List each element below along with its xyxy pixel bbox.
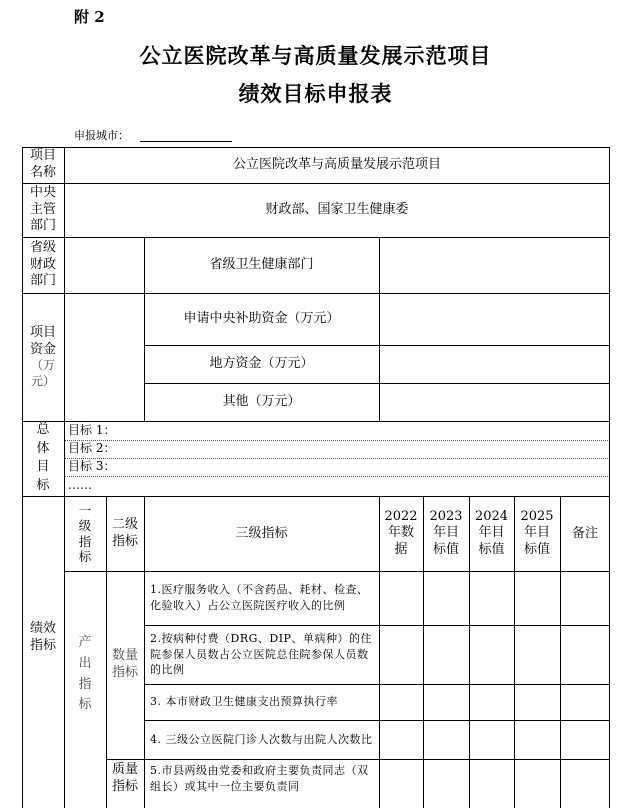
goal-more[interactable]: …… (68, 478, 92, 493)
central-dept-label: 中央 主管 部门 (29, 185, 56, 234)
overall-goal-char-1: 总 (36, 422, 50, 438)
central-subsidy-input[interactable] (379, 293, 610, 345)
overall-goal-char-2: 体 (36, 440, 50, 456)
project-name-value: 公立医院改革与高质量发展示范项目 (232, 157, 441, 173)
other-funds-label: 其他（万元） (222, 394, 301, 410)
header-level2: 二级 指标 (111, 516, 138, 549)
local-funds-label: 地方资金（万元） (209, 356, 314, 372)
attachment-label: 附 2 (74, 8, 105, 26)
header-2023: 2023 年目 标值 (429, 508, 463, 557)
header-level1: 一 级 指 标 (78, 503, 92, 564)
indicator-item-3: 3. 本市财政卫生健康支出预算执行率 (150, 695, 338, 709)
header-2024: 2024 年目 标值 (474, 508, 509, 557)
provincial-health-dept-input[interactable] (379, 237, 610, 293)
provincial-health-dept-label: 省级卫生健康部门 (209, 257, 314, 273)
header-remark: 备注 (571, 525, 598, 541)
page-title-line2: 绩效目标申报表 (238, 81, 393, 106)
provincial-dept-label: 省级 财政 部门 (29, 240, 56, 289)
page-title-line1: 公立医院改革与高质量发展示范项目 (139, 43, 492, 68)
funds-input[interactable] (64, 293, 144, 421)
indicator-item-1: 1.医疗服务收入（不含药品、耗材、检查、化验收入）占公立医院医疗收入的比例 (150, 583, 369, 612)
goal-2[interactable]: 目标 2： (68, 441, 116, 456)
output-indicators-label: 产 出 指 标 (78, 635, 92, 713)
overall-goal-char-4: 标 (36, 477, 50, 493)
quality-indicators-label: 质量 指标 (111, 762, 138, 794)
indicator-item-2: 2.按病种付费（DRG、DIP、单病种）的住院参保人员数占公立医院总住院参保人员数的比例 (150, 631, 372, 677)
quantity-indicators-label: 数量 指标 (111, 648, 138, 680)
city-label: 申报城市： (74, 129, 129, 142)
application-table (22, 147, 610, 808)
funds-label: 项目 资金 (29, 325, 56, 357)
overall-goal-char-3: 目 (36, 458, 50, 474)
header-2022: 2022 年数 据 (384, 508, 418, 557)
other-funds-input[interactable] (379, 383, 610, 421)
provincial-dept-input[interactable] (64, 237, 144, 293)
central-dept-value: 财政部、国家卫生健康委 (265, 202, 409, 218)
indicator-item-5: 5.市县两级由党委和政府主要负责同志（双组长）或其中一位主要负责同 (150, 764, 369, 793)
goal-1[interactable]: 目标 1： (68, 422, 116, 437)
header-2025: 2025 年目 标值 (520, 508, 554, 557)
goal-3[interactable]: 目标 3： (68, 459, 116, 474)
project-name-label: 项目 名称 (29, 148, 56, 180)
city-input-line[interactable] (140, 141, 232, 142)
indicator-item-4: 4. 三级公立医院门诊人次数与出院人次数比 (150, 732, 373, 746)
central-subsidy-label: 申请中央补助资金（万元） (183, 311, 340, 327)
header-level3: 三级指标 (235, 525, 288, 541)
funds-label-cell (22, 293, 64, 421)
performance-indicators-label: 绩效 指标 (29, 621, 56, 653)
funds-unit: （万 元） (30, 358, 55, 388)
local-funds-input[interactable] (379, 345, 610, 383)
